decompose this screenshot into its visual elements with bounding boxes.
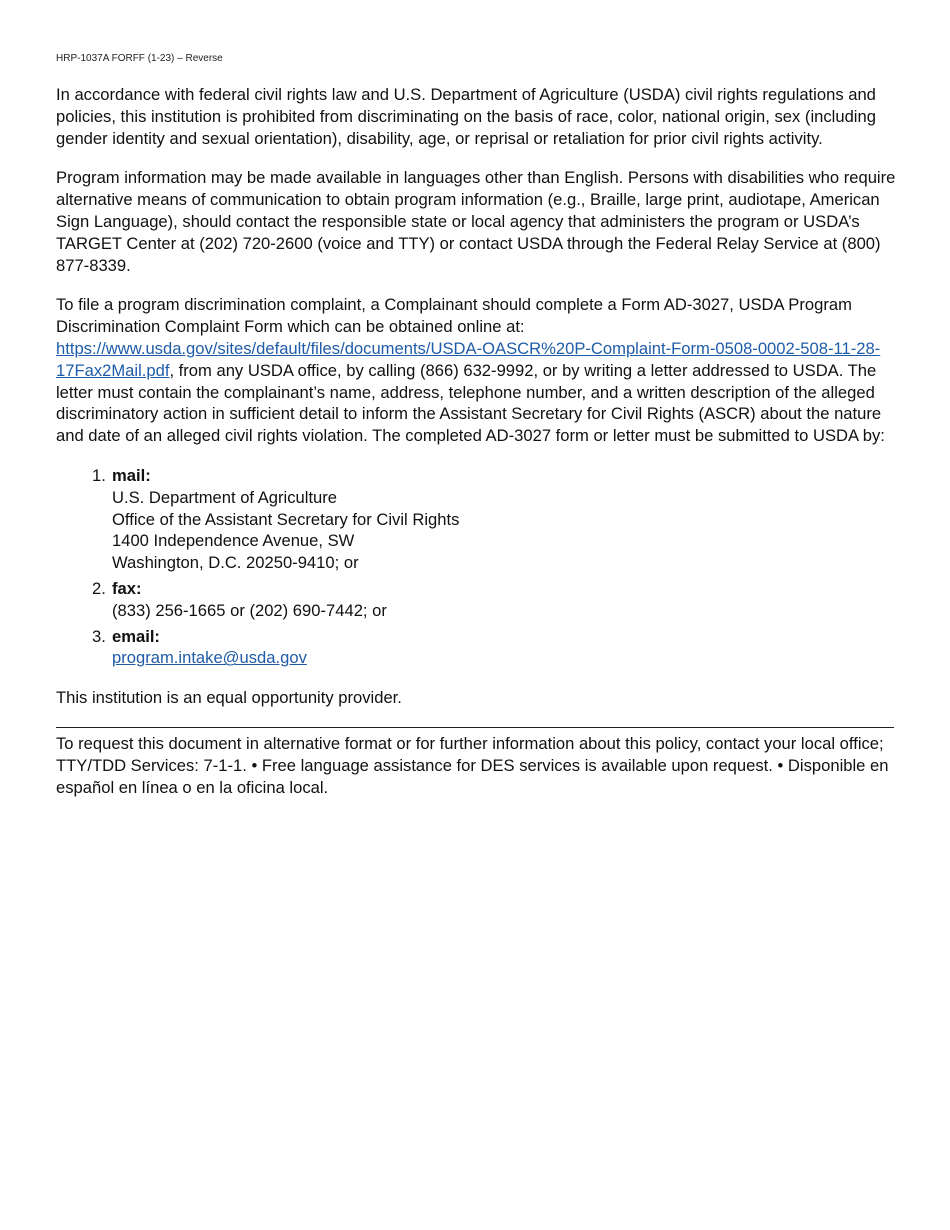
mail-address-line: Washington, D.C. 20250-9410; or (112, 553, 359, 573)
mail-address-line: U.S. Department of Agriculture (112, 487, 338, 507)
list-number: 3. (92, 626, 106, 646)
equal-opportunity-statement: This institution is an equal opportunity provider. (56, 688, 402, 708)
complaint-text-start: To file a program discrimination complaint, a Complainant should complete a Form AD-3027, USDA Program Discrimination Complaint Form which can be obtained online at: (56, 295, 852, 337)
language-access-paragraph: Program information may be made available in languages other than English. Persons with disabilities who require alternative means of communication to obtain program information (e.g., Braille, large print, audiotape, American Sign Language), should contact the responsible state or local agency that administers the program or USDA’s TARGET Center at (202) 720-2600 (voice and TTY) or contact USDA through the Federal Relay Service at (800) 877-8339. (56, 168, 896, 275)
submission-methods-list (56, 465, 896, 669)
mail-address-line: 1400 Independence Avenue, SW (112, 531, 355, 551)
mail-label: mail: (112, 465, 151, 485)
complaint-text-end: , from any USDA office, by calling (866) 632-9992, or by writing a letter addressed to USDA. The letter must contain the complainant’s name, address, telephone number, and a written description of the alleged discriminatory action in sufficient detail to inform the Assistant Secretary for Civil Rights (ASCR) about the nature and date of an alleged civil rights violation. The completed AD-3027 form or letter must be submitted to USDA by: (56, 360, 885, 446)
fax-numbers: (833) 256-1665 or (202) 690-7442; or (112, 600, 387, 620)
form-id: HRP-1037A FORFF (1-23) – Reverse (56, 53, 223, 64)
list-item-email (56, 626, 896, 670)
email-label: email: (112, 626, 160, 646)
footer-divider (56, 727, 894, 728)
footer-notice: To request this document in alternative format or for further information about this policy, contact your local office; TTY/TDD Services: 7-1-1. • Free language assistance for DES services is available upon request. • Disponible en español en línea o en la oficina local. (56, 733, 889, 797)
civil-rights-paragraph: In accordance with federal civil rights law and U.S. Department of Agriculture (USDA) civil rights regulations and policies, this institution is prohibited from discriminating on the basis of race, color, national origin, sex (including gender identity and sexual orientation), disability, age, or reprisal or retaliation for prior civil rights activity. (56, 85, 876, 148)
email-link[interactable]: program.intake@usda.gov (112, 648, 307, 668)
list-number: 2. (92, 578, 106, 598)
list-item-mail (56, 465, 896, 574)
list-number: 1. (92, 465, 106, 485)
complaint-form-link[interactable]: https://www.usda.gov/sites/default/files/documents/USDA-OASCR%20P-Complaint-Form-0508-0002-508-11-28-17Fax2Mail.pdf (56, 338, 881, 380)
complaint-paragraph (56, 294, 896, 447)
list-item-fax (56, 578, 896, 622)
fax-label: fax: (112, 578, 142, 598)
mail-address-line: Office of the Assistant Secretary for Civil Rights (112, 509, 460, 529)
document-page (56, 52, 896, 798)
